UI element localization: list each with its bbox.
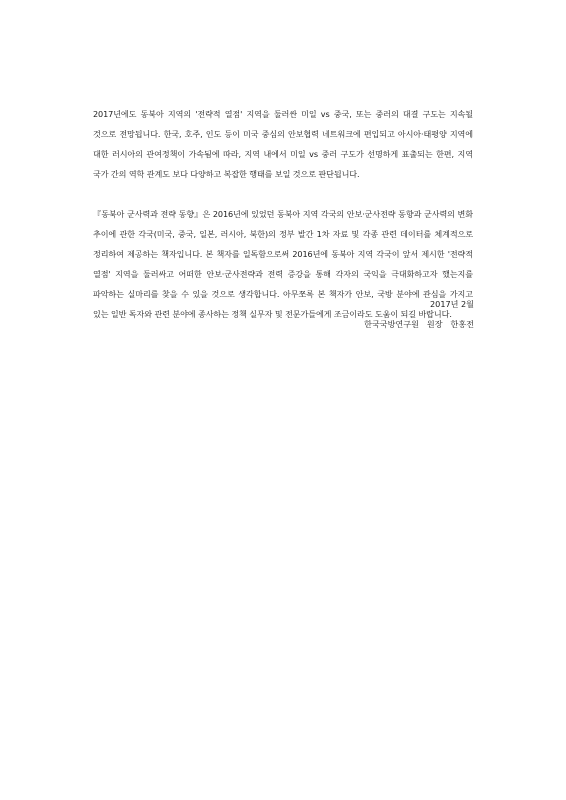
preface-paragraph-2: 『동북아 군사력과 전략 동향』은 2016년에 있었던 동북아 지역 각국의 안보·군사전략 동향과 군사력의 변화 추이에 관한 각국(미국, 중국, 일본, 러시아, 북한)의 정부 발간 1차 자료 및 각종 관련 데이터를 체계적으로 정리하여 제공하는 책자입니다. 본 책자를 일독함으로써 2016년에 동북아 지역 각국이 앞서 제시한 '전략적 열점' 지역을 둘러싸고 어떠한 안보·군사전략과 전력 증강을 통해 각자의 국익을 극대화하고자 했는지를 파악하는 실마리를 찾을 수 있을 것으로 생각합니다. 아무쪼록 본 책자가 안보, 국방 분야에 관심을 가지고 있는 일반 독자와 관련 분야에 종사하는 정책 실무자 및 전문가들에게 조금이라도 도움이 되길 바랍니다.	[93, 209, 473, 319]
signature-line	[364, 314, 474, 334]
signature-title: 원장	[426, 319, 443, 329]
preface-body	[93, 104, 473, 324]
signature-block	[364, 294, 474, 334]
signature-date: 2017년 2월	[430, 299, 474, 309]
signature-organization: 한국국방연구원	[364, 319, 419, 329]
preface-paragraph-1: 2017년에도 동북아 지역의 '전략적 열점' 지역을 둘러싼 미일 vs 중국, 또는 중러의 대결 구도는 지속될 것으로 전망됩니다. 한국, 호주, 인도 등이 미국 중심의 안보협력 네트워크에 편입되고 아시아·태평양 지역에 대한 러시아의 관여정책이 가속됨에 따라, 지역 내에서 미일 vs 중러 구도가 선명하게 표출되는 한편, 지역 국가 간의 역학 관계도 보다 다양하고 복잡한 행태를 보일 것으로 판단됩니다.	[93, 109, 473, 179]
signature-name: 한홍전	[450, 319, 474, 329]
